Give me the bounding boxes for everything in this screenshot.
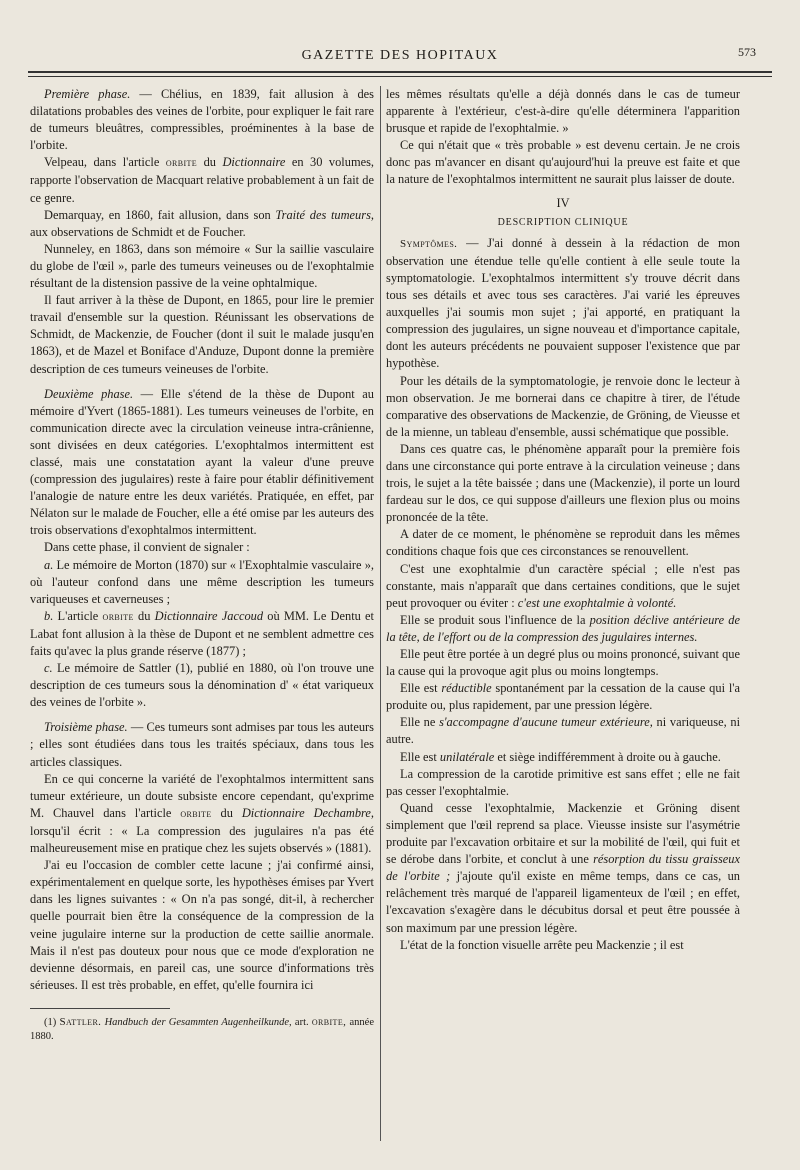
section-heading: IV: [556, 195, 570, 210]
paragraph: A dater de ce moment, le phénomène se reproduit dans les mêmes conditions chaque fois que ces circonstances se renouvellent.: [386, 527, 740, 559]
header-rule-thin: [28, 76, 772, 77]
paragraph: Elle est réductible spontanément par la cessation de la cause qui l'a produite ou, plus rapidement, par une pression légère.: [386, 681, 740, 713]
paragraph: Velpeau, dans l'article orbite du Dictionnaire en 30 volumes, rapporte l'observation de Macquart relative probablement à un fait de ce genre.: [30, 155, 374, 205]
footnote-rule: [30, 1008, 170, 1009]
paragraph: Elle se produit sous l'influence de la position déclive antérieure de la tête, de l'effort ou de la compression des jugulaires internes.: [386, 612, 740, 644]
paragraph: En ce qui concerne la variété de l'exophtalmos intermittent sans tumeur extérieure, un doute subsiste encore cependant, qu'exprime M. Chauvel dans l'article orbite du Dictionnaire Dechambre, lorsqu'il écrit : « La compression des jugulaires n'a pas été malheureusement mise en pratique chez les sujets observés » (1881).: [30, 771, 375, 856]
paragraph: Deuxième phase. — Elle s'étend de la thèse de Dupont au mémoire d'Yvert (1865-1881). Les tumeurs veineuses de l'orbite, en communication directe avec la circulation veineuse intra-crânienne, sont divisées en deux catégories. L'exophtalmos intermittent est classé, mais une constatation ayant la valeur d'une preuve (compression des jugulaires) reste à faire pour établir définitivement l'analogie de nature entre les deux variétés. Pratiquée, en effet, par Nélaton sur le malade de Foucher, elle a été omise par les auteurs des trois observations d'exophtalmos intermittent.: [30, 386, 374, 538]
header-rule: [28, 71, 772, 73]
paragraph: Dans ces quatre cas, le phénomène apparaît pour la première fois dans une circonstance qui porte entrave à la circulation veineuse ; dans trois, le sujet a la tête baissée ; dans une (Mackenzie), il porte un lourd fardeau sur le dos, ce qui suppose d'ailleurs une flexion plus ou moins prononcée de la tête.: [386, 441, 740, 525]
paragraph: Demarquay, en 1860, fait allusion, dans son Traité des tumeurs, aux observations de Schmidt et de Foucher.: [30, 207, 374, 239]
paragraph: Ce qui n'était que « très probable » est devenu certain. Je ne crois donc pas m'avancer en disant qu'aujourd'hui la preuve est faite et que la nature de l'exophtalmos intermittent ne saurait plus laisser de doute.: [386, 138, 740, 187]
page-number: 573: [738, 45, 756, 59]
paragraph: Quand cesse l'exophtalmie, Mackenzie et Gröning disent simplement que l'œil reprend sa place. Vieusse insiste sur l'asymétrie produite par l'excavation orbitaire et sur la mobilité de l'œil, qui fuit et se dérobe dans l'orbite, et conclut à une résorption du tissu graisseux de l'orbite ; j'ajoute qu'il existe en même temps, dans ce cas, un relâchement très marqué de l'appareil ligamenteux de l'œil ; en effet, l'excavation s'exagère dans le décubitus dorsal et peut être poussée à son maximum par une pression légère.: [386, 800, 740, 935]
paragraph: Dans cette phase, il convient de signaler :: [44, 540, 250, 555]
paragraph: Il faut arriver à la thèse de Dupont, en 1865, pour lire le premier travail d'ensemble sur la question. Réunissant les observations de Schmidt, de Mackenzie, de Foucher (dont il suit le malade jusqu'en 1863), et de Mazel et Boniface d'Anduze, Dupont donne la première description de ces tumeurs veineuses de l'orbite.: [30, 293, 374, 376]
paragraph: Elle ne s'accompagne d'aucune tumeur extérieure, ni variqueuse, ni autre.: [386, 715, 741, 747]
paragraph: L'état de la fonction visuelle arrête peu Mackenzie ; il est: [400, 937, 684, 952]
paragraph: J'ai eu l'occasion de combler cette lacune ; j'ai confirmé ainsi, expérimentalement en quelque sorte, les hypothèses émises par Yvert dans les lignes suivantes : « On n'a pas songé, dit-il, à rechercher quelle pourrait bien être la conséquence de la compression de la veine jugulaire interne sur la production de cette saillie anormale. Mais il n'est pas douteux pour nous que ce mode d'exploration ne devienne désormais, en pareil cas, une source d'informations très sérieuses. Il est très probable, en effet, qu'elle fournira ici: [30, 858, 374, 992]
section-subheading: DESCRIPTION CLINIQUE: [497, 216, 629, 228]
column-divider: [380, 86, 381, 1141]
right-column: [386, 86, 740, 954]
paragraph: Nunneley, en 1863, dans son mémoire « Sur la saillie vasculaire du globe de l'œil », parle des tumeurs veineuses ou de l'exophtalmie résultant de la distension passive de la veine ophtalmique.: [30, 241, 374, 291]
paragraph: les mêmes résultats qu'elle a déjà donnés dans le cas de tumeur apparente à l'extérieur, c'est-à-dire qu'elle déterminera l'apparition brusque et rapide de l'exophtalmie. »: [386, 87, 740, 136]
left-column: [30, 86, 374, 1044]
section-gap: [30, 711, 374, 719]
footnote: (1) Sattler. Handbuch der Gesammten Augenheilkunde, art. orbite, année 1880.: [30, 1015, 374, 1042]
paragraph: c. Le mémoire de Sattler (1), publié en 1880, où l'on trouve une description de ces tumeurs sous la dénomination d' « état variqueux des veines de l'orbite ».: [30, 661, 374, 710]
paragraph: Elle est unilatérale et siège indifféremment à droite ou à gauche.: [400, 749, 721, 764]
paragraph: b. L'article orbite du Dictionnaire Jaccoud où MM. Le Dentu et Labat font allusion à la thèse de Dupont et ne semblent admettre ces faits qu'avec la plus grande réserve (1877) ;: [30, 608, 374, 658]
paragraph: C'est une exophtalmie d'un caractère spécial ; elle n'est pas constante, mais n'apparaît que dans certaines conditions, que le sujet peut provoquer ou éviter : c'est une exophtalmie à volonté.: [386, 561, 740, 610]
paragraph: Elle peut être portée à un degré plus ou moins prononcé, suivant que la cause qui la provoque agit plus ou moins longtemps.: [386, 647, 740, 679]
paragraph: La compression de la carotide primitive est sans effet ; elle ne fait pas cesser l'exophtalmie.: [386, 766, 740, 798]
section-gap: [30, 378, 374, 386]
paragraph: Troisième phase. — Ces tumeurs sont admises par tous les auteurs ; elles sont étudiées dans tous les traités spéciaux, dans tous les articles classiques.: [30, 720, 374, 769]
paragraph: a. Le mémoire de Morton (1870) sur « l'Exophtalmie vasculaire », où l'auteur confond dans une même description les tumeurs variqueuses et caverneuses ;: [30, 557, 374, 606]
paragraph: Pour les détails de la symptomatologie, je renvoie donc le lecteur à mon observation. Je me bornerai dans ce chapitre à tirer, de l'étude comparative des observations de Mackenzie, de Gröning, de Vieusse et de la mienne, un tableau d'ensemble, aussi schématique que possible.: [386, 373, 740, 439]
paragraph: Première phase. — Chélius, en 1839, fait allusion à des dilatations probables des veines de l'orbite, pour expliquer le fait rare de tumeurs bleuâtres, compressibles, proéminentes à la base de l'orbite.: [30, 87, 374, 153]
paragraph: Symptômes. — J'ai donné à dessein à la rédaction de mon observation une étendue telle qu'elle contient à elle seule toute la symptomatologie. L'exophtalmos intermittent s'y trouve décrit dans tous ses détails et avec tous ses caractères. J'ai varié les épreuves auxquelles j'ai soumis mon sujet ; j'ai apporté, en pratiquant la compression des jugulaires, un signe nouveau et d'importance capitale, dont les auteurs précédents ne pouvaient supposer l'existence que par hypothèse.: [386, 235, 740, 371]
page-header-title: GAZETTE DES HOPITAUX: [301, 48, 499, 63]
